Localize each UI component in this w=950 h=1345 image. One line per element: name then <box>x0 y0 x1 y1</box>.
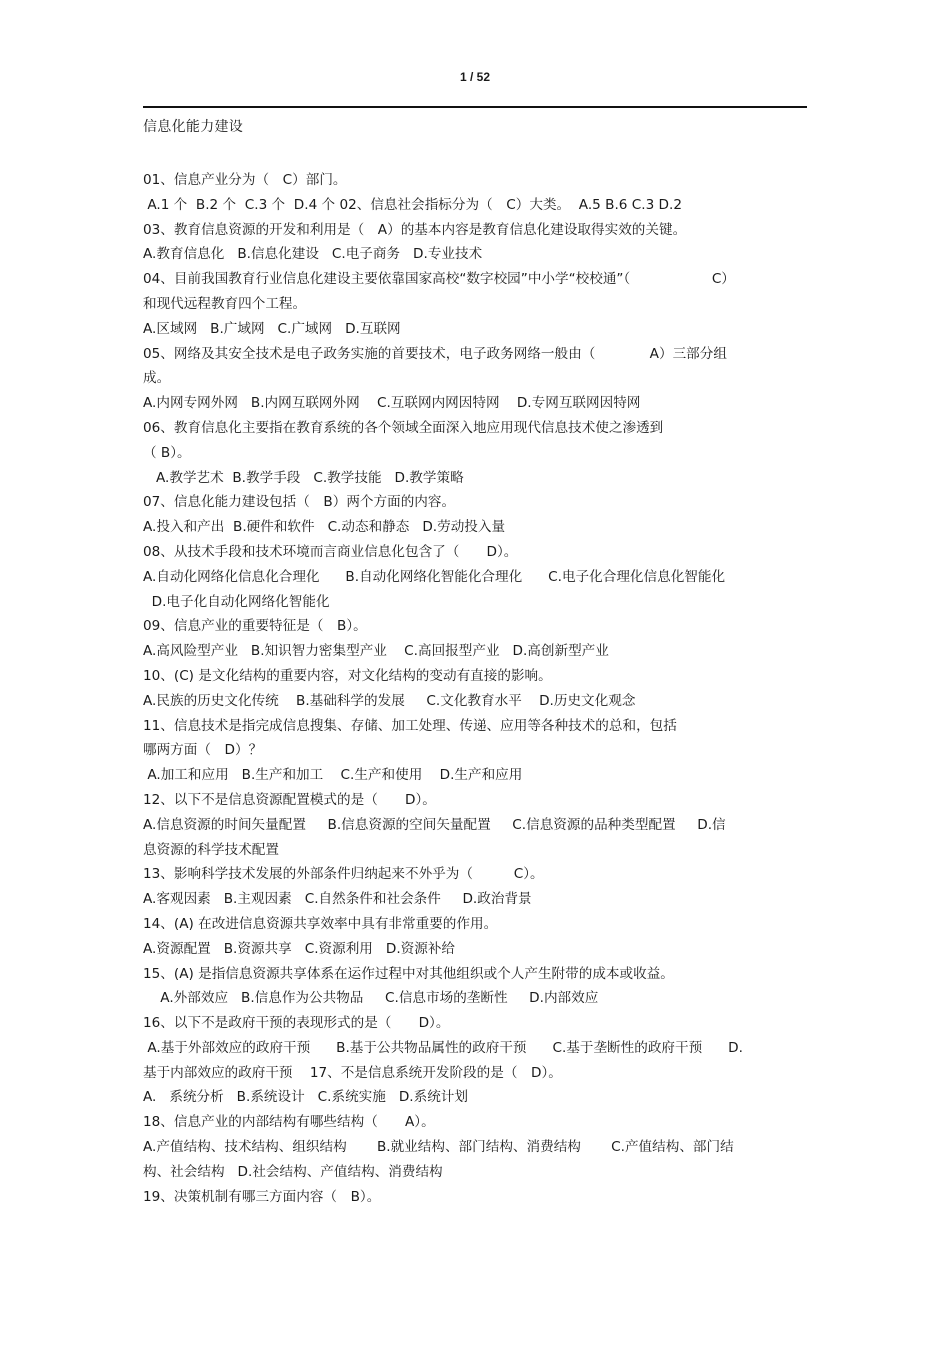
text-line: 和现代远程教育四个工程。 <box>143 295 307 312</box>
text-line: A.产值结构、技术结构、组织结构 B.就业结构、部门结构、消费结构 C.产值结构、部门结 <box>143 1139 734 1156</box>
text-line: 14、(A) 在改进信息资源共享效率中具有非常重要的作用。 <box>143 915 498 932</box>
text-line: A.内网专网外网 B.内网互联网外网 C.互联网内网因特网 D.专网互联网因特网 <box>143 395 641 412</box>
text-line: A.区域网 B.广域网 C.广域网 D.互联网 <box>143 320 401 337</box>
question-list <box>143 168 793 1209</box>
page-number: 1 / 52 <box>459 70 491 84</box>
text-line: A.投入和产出 B.硬件和软件 C.动态和静态 D.劳动投入量 <box>143 519 506 536</box>
text-line: A. 系统分析 B.系统设计 C.系统实施 D.系统计划 <box>143 1089 468 1106</box>
text-line: 18、信息产业的内部结构有哪些结构（ A）。 <box>143 1114 435 1131</box>
text-line: A.高风险型产业 B.知识智力密集型产业 C.高回报型产业 D.高创新型产业 <box>143 643 609 660</box>
text-line: 基于内部效应的政府干预 17、不是信息系统开发阶段的是（ D）。 <box>143 1064 562 1081</box>
text-line: 07、信息化能力建设包括（ B）两个方面的内容。 <box>143 494 456 511</box>
text-line: 11、信息技术是指完成信息搜集、存储、加工处理、传递、应用等各种技术的总和，包括 <box>143 717 677 734</box>
text-line: 16、以下不是政府干预的表现形式的是（ D）。 <box>143 1015 450 1032</box>
text-line: A.基于外部效应的政府干预 B.基于公共物品属性的政府干预 C.基于垄断性的政府干预 D. <box>143 1039 743 1056</box>
text-line: 10、(C) 是文化结构的重要内容，对文化结构的变动有直接的影响。 <box>143 667 552 684</box>
text-line: A.加工和应用 B.生产和加工 C.生产和使用 D.生产和应用 <box>143 767 523 784</box>
text-line: 06、教育信息化主要指在教育系统的各个领域全面深入地应用现代信息技术使之渗透到 <box>143 419 664 436</box>
text-line: 12、以下不是信息资源配置模式的是（ D）。 <box>143 791 436 808</box>
text-line: 04、目前我国教育行业信息化建设主要依靠国家高校“数字校园”中小学“校校通”（ C） <box>143 271 735 288</box>
text-line: A.外部效应 B.信息作为公共物品 C.信息市场的垄断性 D.内部效应 <box>143 990 599 1007</box>
text-line: （ B）。 <box>143 444 191 461</box>
text-line: A.教育信息化 B.信息化建设 C.电子商务 D.专业技术 <box>143 246 483 263</box>
text-line: 09、信息产业的重要特征是（ B）。 <box>143 618 367 635</box>
text-line: 15、(A) 是指信息资源共享体系在运作过程中对其他组织或个人产生附带的成本或收益。 <box>143 965 674 982</box>
text-line: 19、决策机制有哪三方面内容（ B）。 <box>143 1188 381 1205</box>
text-line: 哪两方面（ D）？ <box>143 742 263 759</box>
text-line: A.1 个 B.2 个 C.3 个 D.4 个 02、信息社会指标分为（ C）大类。 A.5 B.6 C.3 D.2 <box>143 196 682 213</box>
text-line: A.客观因素 B.主观因素 C.自然条件和社会条件 D.政治背景 <box>143 891 532 908</box>
text-line: 成。 <box>143 370 171 387</box>
header-rule <box>143 106 807 108</box>
text-line: 03、教育信息资源的开发和利用是（ A）的基本内容是教育信息化建设取得实效的关键。 <box>143 221 687 238</box>
text-line: A.自动化网络化信息化合理化 B.自动化网络化智能化合理化 C.电子化合理化信息化智能化 <box>143 568 726 585</box>
text-line: 01、信息产业分为（ C）部门。 <box>143 172 347 188</box>
text-line: 08、从技术手段和技术环境而言商业信息化包含了（ D）。 <box>143 543 518 560</box>
text-line: A.信息资源的时间矢量配置 B.信息资源的空间矢量配置 C.信息资源的品种类型配置 D.信 <box>143 816 726 833</box>
text-line: D.电子化自动化网络化智能化 <box>143 593 330 610</box>
text-line: 息资源的科学技术配置 <box>143 841 279 858</box>
text-line: A.教学艺术 B.教学手段 C.教学技能 D.教学策略 <box>143 469 464 486</box>
document-title: 信息化能力建设 <box>143 119 244 135</box>
text-line: A.资源配置 B.资源共享 C.资源利用 D.资源补给 <box>143 940 456 957</box>
text-line: 13、影响科学技术发展的外部条件归纳起来不外乎为（ C）。 <box>143 866 544 883</box>
text-line: 构、社会结构 D.社会结构、产值结构、消费结构 <box>143 1163 443 1180</box>
text-line: A.民族的历史文化传统 B.基础科学的发展 C.文化教育水平 D.历史文化观念 <box>143 692 636 709</box>
text-line: 05、网络及其安全技术是电子政务实施的首要技术，电子政务网络一般由（ A）三部分组 <box>143 345 727 362</box>
